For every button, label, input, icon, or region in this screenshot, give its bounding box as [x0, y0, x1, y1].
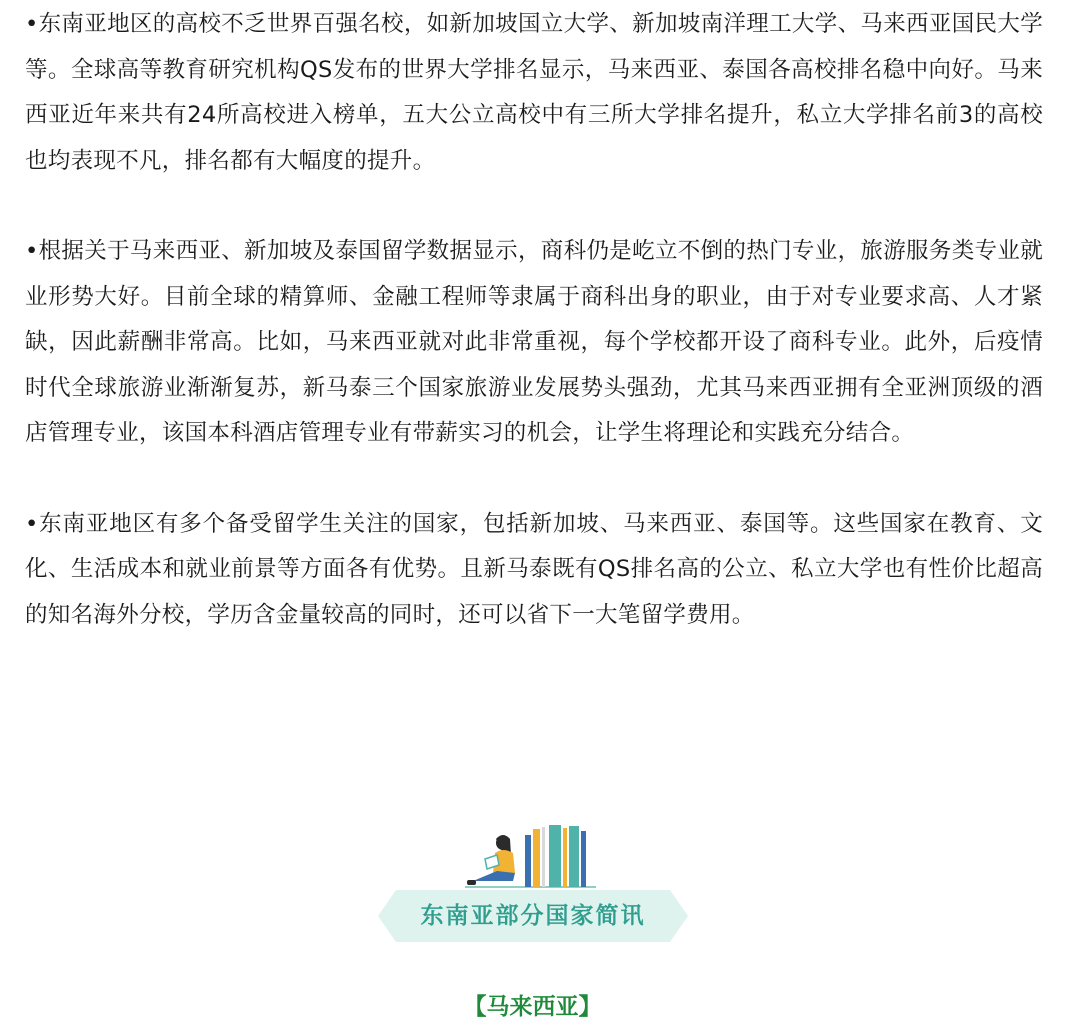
paragraph-study-destinations: •东南亚地区有多个备受留学生关注的国家，包括新加坡、马来西亚、泰国等。这些国家在教育、文化、生活成本和就业前景等方面各有优势。且新马泰既有QS排名高的公立、私立大学也有性价比超高的知名海外分校，学历含金量较高的同时，还可以省下一大笔留学费用。	[25, 510, 1043, 628]
section-banner	[378, 825, 688, 945]
section-title: 东南亚部分国家简讯	[420, 903, 646, 929]
paragraph-university-rankings: •东南亚地区的高校不乏世界百强名校，如新加坡国立大学、新加坡南洋理工大学、马来西亚国民大学等。全球高等教育研究机构QS发布的世界大学排名显示，马来西亚、泰国各高校排名稳中向好。马来西亚近年来共有24所高校进入榜单，五大公立高校中有三所大学排名提升，私立大学排名前3的高校也均表现不凡，排名都有大幅度的提升。	[25, 11, 1043, 174]
article-body	[25, 2, 1043, 683]
reading-girl-with-books-icon	[463, 825, 598, 893]
country-heading: 【马来西亚】	[463, 994, 602, 1020]
paragraph-popular-majors: •根据关于马来西亚、新加坡及泰国留学数据显示，商科仍是屹立不倒的热门专业，旅游服务类专业就业形势大好。目前全球的精算师、金融工程师等隶属于商科出身的职业，由于对专业要求高、人才紧缺，因此薪酬非常高。比如，马来西亚就对此非常重视，每个学校都开设了商科专业。此外，后疫情时代全球旅游业渐渐复苏，新马泰三个国家旅游业发展势头强劲，尤其马来西亚拥有全亚洲顶级的酒店管理专业，该国本科酒店管理专业有带薪实习的机会，让学生将理论和实践充分结合。	[25, 238, 1043, 446]
